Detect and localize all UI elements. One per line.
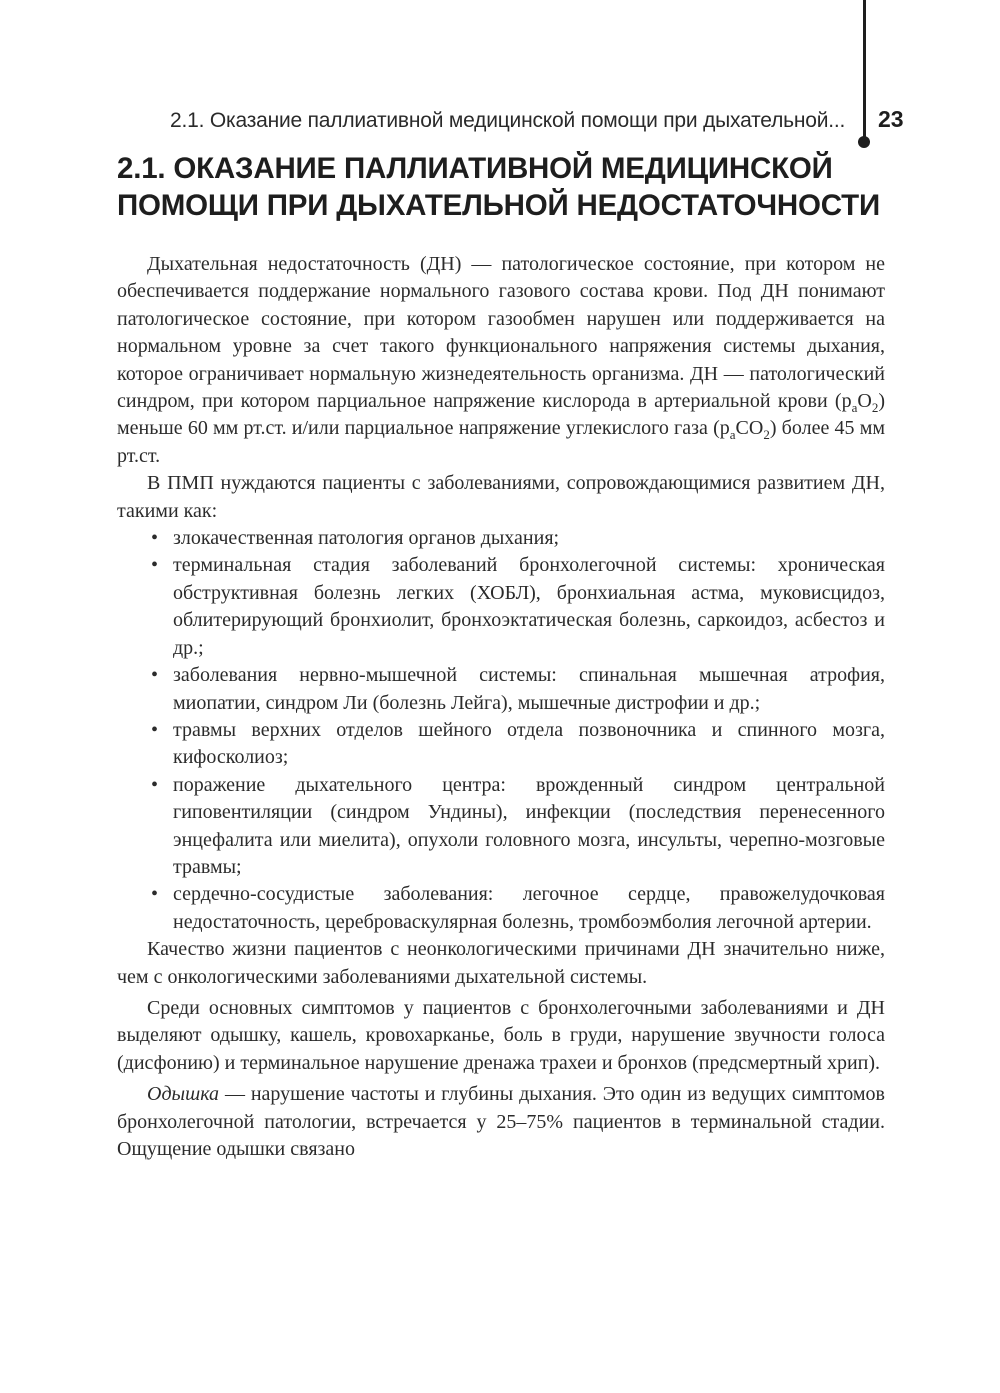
subscript-a: a — [851, 400, 858, 416]
subscript-2: 2 — [871, 400, 879, 416]
list-item: • заболевания нервно-мышечной системы: спинальная мышечная атрофия, миопатии, синдром Ли (болезнь Лейга), мышечные дистрофии и др.; — [173, 662, 885, 717]
dyspnea-paragraph — [117, 1081, 885, 1163]
page-number: 23 — [878, 106, 904, 132]
intro-paragraph — [117, 251, 885, 470]
section-title: 2.1. ОКАЗАНИЕ ПАЛЛИАТИВНОЙ МЕДИЦИНСКОЙ ПОМОЩИ ПРИ ДЫХАТЕЛЬНОЙ НЕДОСТАТОЧНОСТИ — [117, 152, 880, 222]
running-header-title: 2.1. Оказание паллиативной медицинской помощи при дыхательной... — [170, 109, 846, 132]
header-rule-dot — [858, 136, 870, 148]
intro-text-1: Дыхательная недостаточность (ДН) — патологическое состояние, при котором не обеспечивается поддержание нормального газового состава крови. Под ДН понимают патологическое состояние, при котором газообмен нарушен или поддерживается на нормальном уровне за счет такого функционального напряжения системы дыхания, которое ограничивает нормальную жизнедеятельность организма. ДН — патологический синдром, при котором парциальное напряжение кислорода в артериальной крови (p — [117, 253, 885, 413]
symptoms-paragraph: Среди основных симптомов у пациентов с бронхолегочными заболеваниями и ДН выделяют одышку, кашель, кровохарканье, боль в груди, нарушение звучности голоса (дисфонию) и терминальное нарушение дренажа трахеи и бронхов (предсмертный хрип). — [117, 996, 885, 1074]
list-item: • сердечно-сосудистые заболевания: легочное сердце, правожелудочковая недостаточность, цереброваскулярная болезнь, тромбоэмболия легочной артерии. — [173, 881, 885, 936]
intro-text-2: ) меньше 60 мм рт.ст. и/или парциальное напряжение углекислого газа (p — [117, 390, 885, 440]
quality-paragraph: Качество жизни пациентов с неонкологическими причинами ДН значительно ниже, чем с онкологическими заболеваниями дыхательной системы. — [117, 938, 885, 988]
list-item: • травмы верхних отделов шейного отдела позвоночника и спинного мозга, кифосколиоз; — [173, 717, 885, 772]
list-item: • злокачественная патология органов дыхания; — [173, 525, 885, 552]
header-vertical-rule — [863, 0, 866, 142]
needs-lead-paragraph: В ПМП нуждаются пациенты с заболеваниями, сопровождающимися развитием ДН, такими как: — [117, 472, 885, 522]
carbon-dioxide-symbol: CO — [735, 417, 764, 440]
list-item: • поражение дыхательного центра: врожденный синдром центральной гиповентиляции (синдром Ундины), инфекции (последствия перенесенного энцефалита или миелита), опухоли головного мозга, инсульты, черепно-мозговые травмы; — [173, 772, 885, 882]
dyspnea-text: — нарушение частоты и глубины дыхания. Это один из ведущих симптомов бронхолегочной патологии, встречается у 25–75% пациентов в терминальной стадии. Ощущение одышки связано — [117, 1083, 885, 1160]
oxygen-symbol: O — [857, 390, 872, 413]
body-text — [117, 251, 885, 1163]
list-item: • терминальная стадия заболеваний бронхолегочной системы: хроническая обструктивная болезнь легких (ХОБЛ), бронхиальная астма, муковисцидоз, облитерирующий бронхиолит, бронхоэктатическая болезнь, саркоидоз, асбестоз и др.; — [173, 552, 885, 662]
intro-text-3: ) более 45 мм рт.ст. — [117, 417, 886, 467]
subscript-a: a — [729, 427, 736, 443]
dyspnea-term: Одышка — [147, 1083, 220, 1106]
diseases-list — [117, 525, 885, 936]
subscript-2: 2 — [763, 427, 770, 443]
